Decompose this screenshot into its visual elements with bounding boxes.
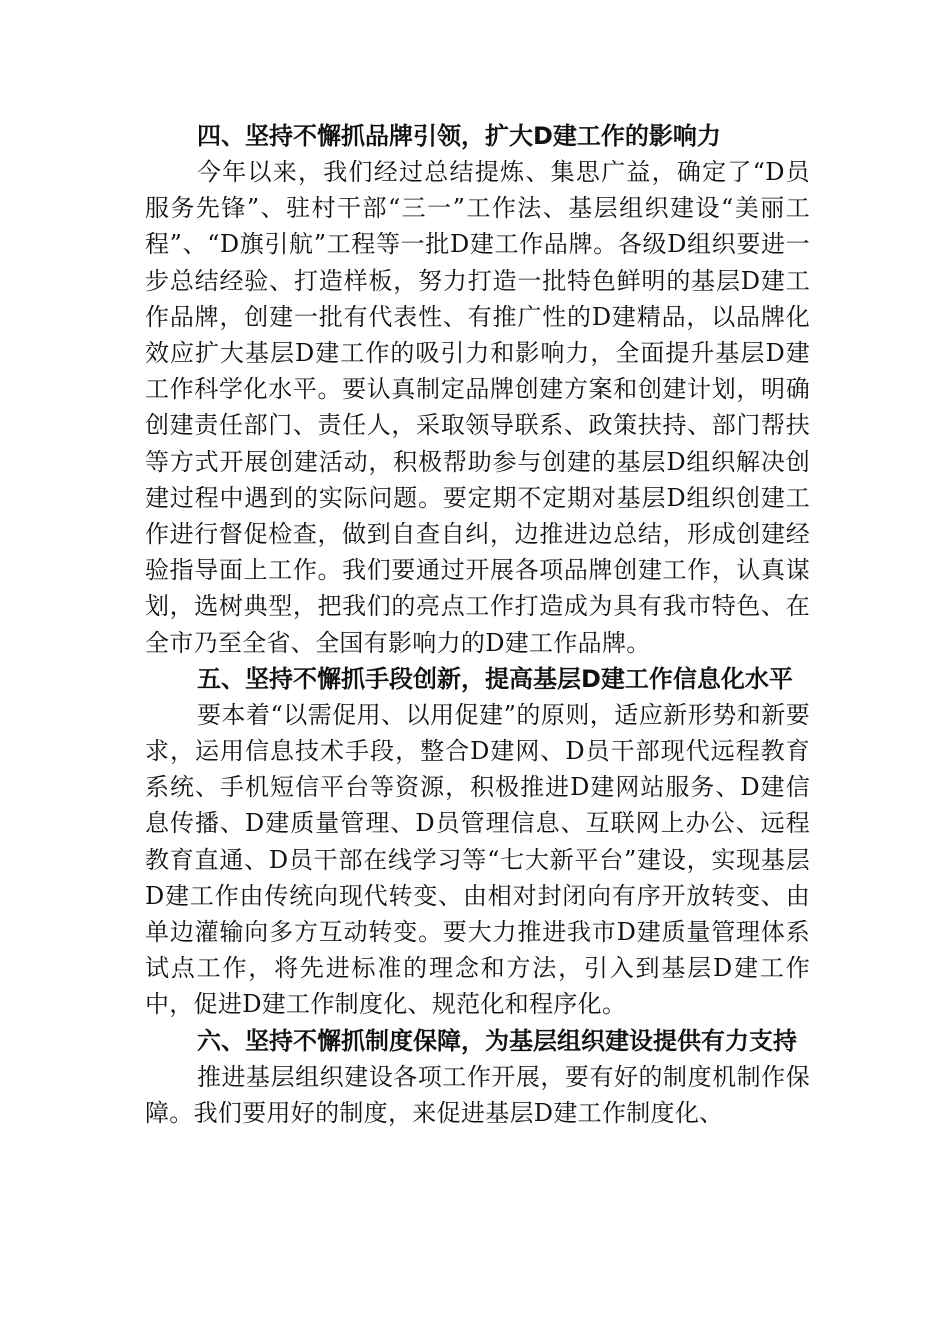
section-body-5: 要本着“以需促用、以用促建”的原则，适应新形势和新要求，运用信息技术手段，整合D建网、D员干部现代远程教育系统、手机短信平台等资源，积极推进D建网站服务、D建信息传播、D建质量管理、D员管理信息、互联网上办公、远程教育直通、D员干部在线学习等“七大新平台”建设，实现基层D建工作由传统向现代转变、由相对封闭向有序开放转变、由单边灌输向多方互动转变。要大力推进我市D建质量管理体系试点工作，将先进标准的理念和方法，引入到基层D建工作中，促进D建工作制度化、规范化和程序化。 <box>145 700 810 1019</box>
document-page <box>145 118 810 1131</box>
section-body-4: 今年以来，我们经过总结提炼、集思广益，确定了“D员服务先锋”、驻村干部“三一”工作法、基层组织建设“美丽工程”、“D旗引航”工程等一批D建工作品牌。各级D组织要进一步总结经验、打造样板，努力打造一批特色鲜明的基层D建工作品牌，创建一批有代表性、有推广性的D建精品，以品牌化效应扩大基层D建工作的吸引力和影响力，全面提升基层D建工作科学化水平。要认真制定品牌创建方案和创建计划，明确创建责任部门、责任人，采取领导联系、政策扶持、部门帮扶等方式开展创建活动，积极帮助参与创建的基层D组织解决创建过程中遇到的实际问题。要定期不定期对基层D组织创建工作进行督促检查，做到自查自纠，边推进边总结，形成创建经验指导面上工作。我们要通过开展各项品牌创建工作，认真谋划，选树典型，把我们的亮点工作打造成为具有我市特色、在全市乃至全省、全国有影响力的D建工作品牌。 <box>145 158 810 657</box>
section-heading-5: 五、坚持不懈抓手段创新，提高基层D建工作信息化水平 <box>197 664 793 693</box>
section-heading-6: 六、坚持不懈抓制度保障，为基层组织建设提供有力支持 <box>197 1026 797 1055</box>
section-heading-4: 四、坚持不懈抓品牌引领，扩大D建工作的影响力 <box>197 122 721 150</box>
section-body-6: 推进基层组织建设各项工作开展，要有好的制度机制作保障。我们要用好的制度，来促进基层D建工作制度化、 <box>145 1062 810 1127</box>
